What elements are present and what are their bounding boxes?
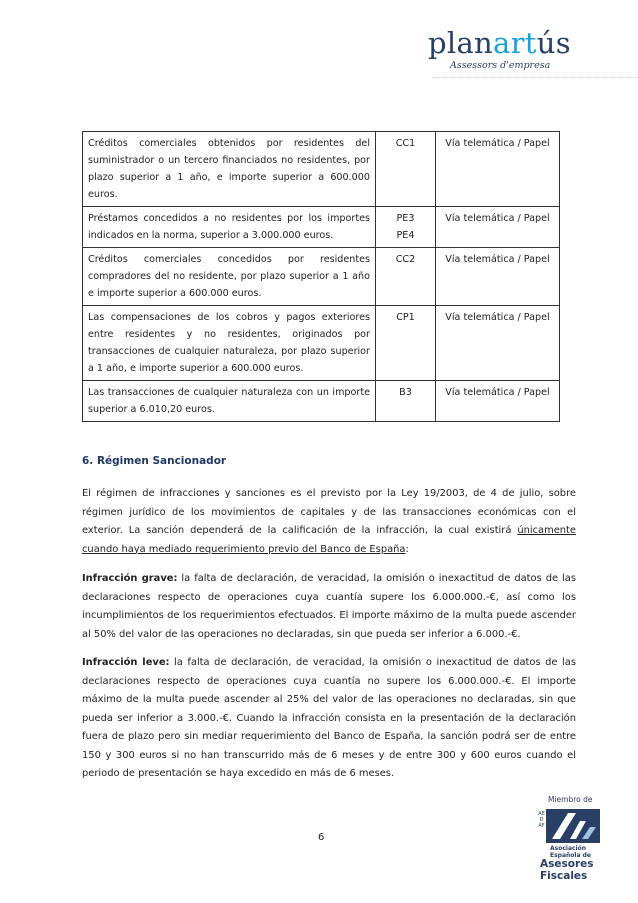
table-row: [83, 207, 560, 248]
cell-via: Vía telemática / Papel: [436, 306, 560, 381]
paragraph-infraccion-leve: [82, 654, 576, 784]
cell-code: CC1: [376, 132, 436, 207]
cell-via: Vía telemática / Papel: [436, 132, 560, 207]
badge-line2: Asesores: [540, 858, 594, 870]
header-divider: [432, 77, 638, 78]
table-body: [83, 132, 560, 422]
p1-end: :: [405, 543, 409, 555]
badge-line1: Asociación Española de: [550, 845, 591, 859]
p3-text: la falta de declaración, de veracidad, la omisión o inexactitud de datos de las declaraciones respecto de operaciones cuya cuantía no supere los 6.000.000.-€. El importe máximo de la multa puede ascender al 25% del valor de las operaciones no declaradas, sin que pueda ser inferior a 3.000.-€. Cuando la infracción consista en la presentación de la declaración fuera de plazo pero sin mediar requerimiento del Banco de España, la sanción podrá ser de entre 150 y 300 euros si no han transcurrido más de 6 meses y de entre 300 y 600 euros cuando el periodo de presentación se haya excedido en más de 6 meses.: [82, 657, 577, 779]
cell-desc: Las transacciones de cualquier naturaleza con un importe superior a 6.010,20 euros.: [83, 381, 376, 422]
p2-label: Infracción grave:: [82, 573, 178, 584]
declaration-table: [82, 131, 560, 422]
p1-text: El régimen de infracciones y sanciones es el previsto por la Ley 19/2003, de 4 de julio, sobre régimen jurídico de los movimientos de capitales y de las transacciones económicas con el exterior. La sanción dependerá de la calificación de la infracción, la cual existirá: [82, 488, 576, 536]
cell-code: PE3 PE4: [376, 207, 436, 248]
badge-side-text: AEDAF: [538, 811, 545, 829]
cell-via: Vía telemática / Papel: [436, 381, 560, 422]
p1-underlined: únicamente cuando haya mediado requerimiento previo del Banco de España: [82, 525, 576, 555]
cell-desc: Créditos comerciales concedidos por residentes compradores del no residente, por plazo superior a 1 año e importe superior a 600.000 euros.: [83, 248, 376, 306]
aedaf-logo-icon: [546, 809, 600, 843]
member-label: Miembro de: [548, 795, 593, 804]
cell-desc: Préstamos concedidos a no residentes por los importes indicados en la norma, superior a 3.000.000 euros.: [83, 207, 376, 248]
p2-text: la falta de declaración, de veracidad, la omisión o inexactitud de datos de las declaraciones respecto de operaciones cuya cuantía supere los 6.000.000.-€, así como los incumplimientos de los requerimientos efectuados. El importe máximo de la multa puede ascender al 50% del valor de las operaciones no declaradas, sin que pueda ser inferior a 6.000.-€.: [82, 573, 576, 640]
cell-desc: Créditos comerciales obtenidos por residentes del suministrador o un tercero financiados no residentes, por plazo superior a 1 año, e importe superior a 600.000 euros.: [83, 132, 376, 207]
page-number: 6: [318, 832, 325, 843]
table-row: [83, 306, 560, 381]
table-row: [83, 248, 560, 306]
table-row: [83, 132, 560, 207]
paragraph-regimen: [82, 485, 576, 559]
cell-desc: Las compensaciones de los cobros y pagos exteriores entre residentes y no residentes, originados por transacciones de cualquier naturaleza, por plazo superior a 1 año, e importe superior a 600.000 euros.: [83, 306, 376, 381]
section-heading: 6. Régimen Sancionador: [82, 455, 227, 467]
cell-code: B3: [376, 381, 436, 422]
paragraph-infraccion-grave: [82, 570, 576, 644]
cell-code: CP1: [376, 306, 436, 381]
cell-via: Vía telemática / Papel: [436, 248, 560, 306]
logo-subtitle: Assessors d'empresa: [450, 60, 551, 71]
p3-label: Infracción leve:: [82, 657, 170, 668]
table-row: [83, 381, 560, 422]
cell-via: Vía telemática / Papel: [436, 207, 560, 248]
cell-code: CC2: [376, 248, 436, 306]
badge-line3: Fiscales: [540, 870, 588, 882]
logo-wordmark: planartús: [428, 26, 571, 60]
aedaf-member-badge: [536, 795, 612, 895]
planartus-logo: [428, 26, 571, 72]
